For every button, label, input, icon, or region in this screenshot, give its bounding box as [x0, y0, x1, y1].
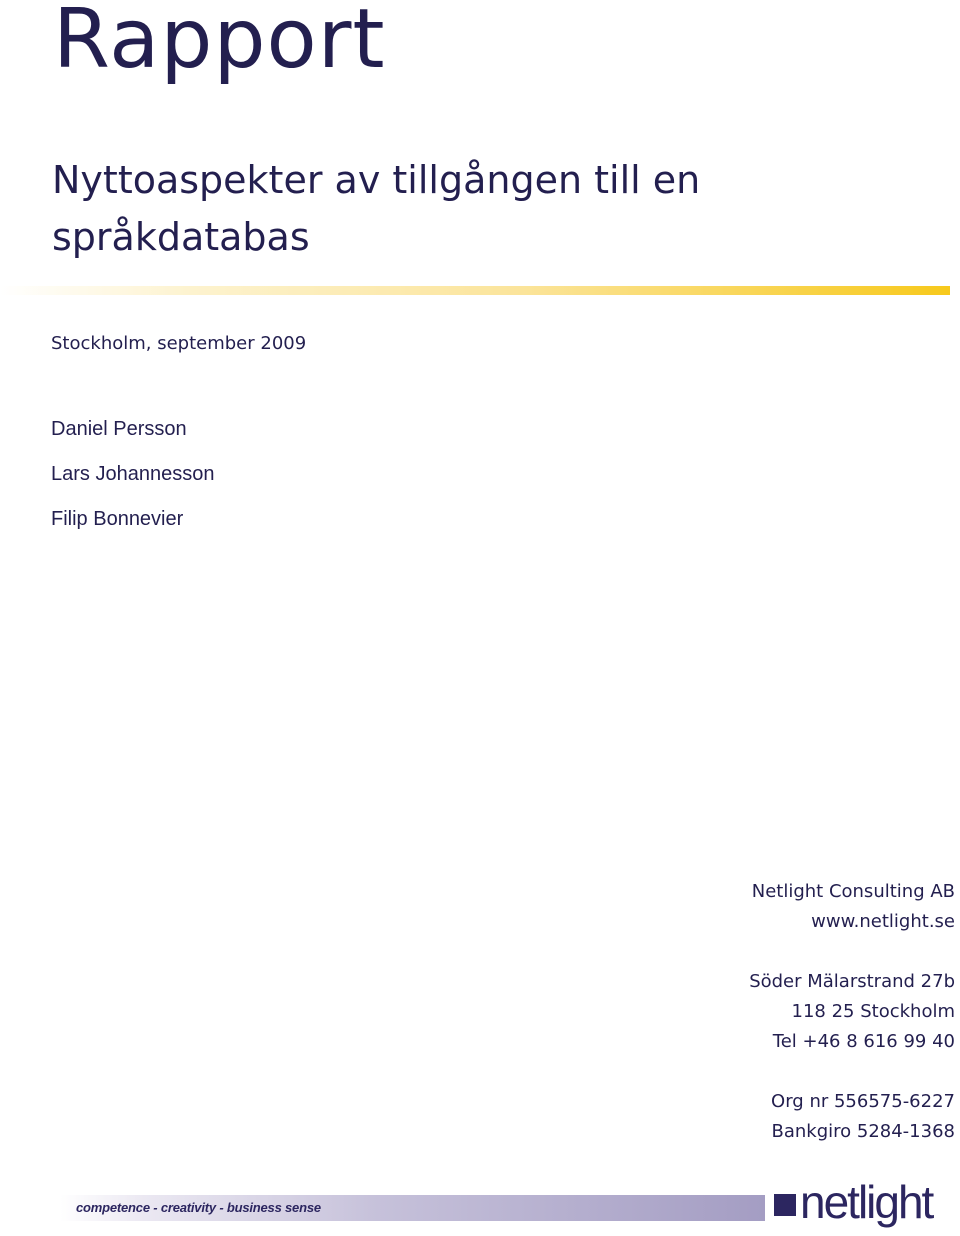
netlight-logo — [774, 1178, 958, 1236]
company-contact-block — [749, 877, 955, 1147]
company-postal-city: 118 25 Stockholm — [791, 1001, 955, 1022]
document-title: Nyttoaspekter av tillgången till en språkdatabas — [52, 158, 701, 259]
company-org-number: Org nr 556575-6227 — [771, 1091, 955, 1112]
company-street: Söder Mälarstrand 27b — [749, 971, 955, 992]
company-name: Netlight Consulting AB — [751, 881, 955, 902]
title-divider — [0, 286, 950, 295]
author-name: Lars Johannesson — [51, 463, 215, 485]
company-bankgiro: Bankgiro 5284-1368 — [771, 1121, 955, 1142]
company-phone: Tel +46 8 616 99 40 — [772, 1031, 955, 1052]
author-name: Filip Bonnevier — [51, 508, 184, 530]
footer-slogan: competence - creativity - business sense — [76, 1200, 321, 1215]
document-type-heading: Rapport — [53, 0, 386, 87]
author-name: Daniel Persson — [51, 418, 187, 440]
place-and-date: Stockholm, september 2009 — [51, 333, 307, 354]
logo-wordmark: netlight — [800, 1176, 933, 1228]
author-list — [51, 407, 214, 542]
company-website: www.netlight.se — [811, 911, 955, 932]
logo-square-icon — [774, 1194, 796, 1216]
